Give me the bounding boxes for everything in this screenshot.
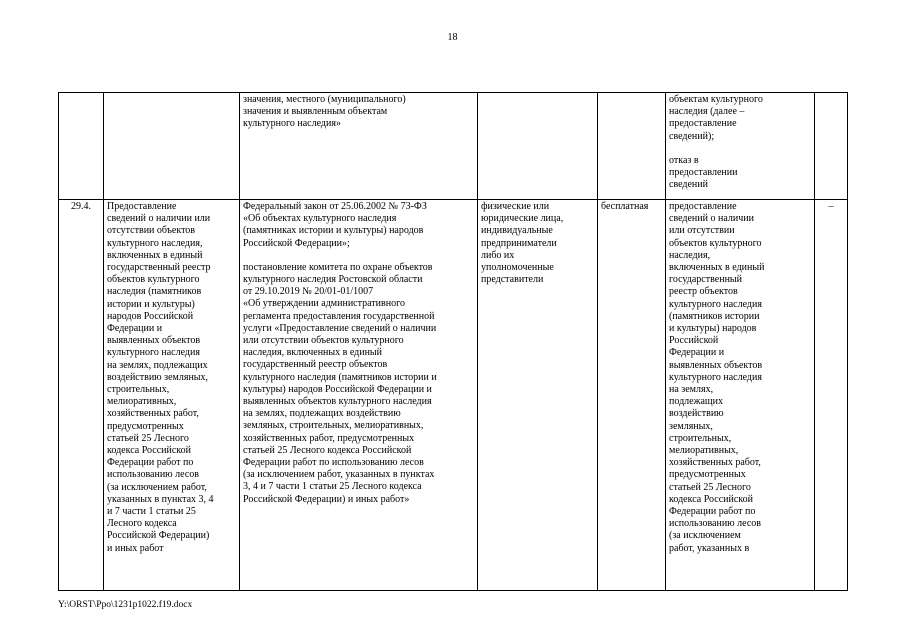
text-line: (за исключением работ, указанных в пунктах <box>243 469 435 481</box>
text-line: государственный реестр <box>107 262 211 274</box>
text-line: культурного наследия Ростовской области <box>243 274 423 286</box>
result-text-part1 <box>669 94 811 143</box>
text-line: (за исключением <box>669 530 741 542</box>
text-line: культурного наследия, <box>107 237 203 249</box>
text-line: Российской Федерации) и иных работ» <box>243 493 410 505</box>
text-line: реестр объектов <box>669 286 738 298</box>
text-line: наследия, включенных в единый <box>243 347 383 359</box>
text-line: (памятников истории <box>669 310 760 322</box>
text-line: отказ в <box>669 154 699 166</box>
cell-legal-basis <box>240 93 478 200</box>
text-line: работ, указанных в <box>669 542 750 554</box>
text-line: указанных в пунктах 3, 4 <box>107 493 214 505</box>
text-line: представители <box>481 274 544 286</box>
text-line: предоставление <box>669 118 737 130</box>
text-line: 3, 4 и 7 части 1 статьи 25 Лесного кодекса <box>243 481 422 493</box>
text-line: выявленных объектов <box>669 359 763 371</box>
text-line: и иных работ <box>107 542 164 554</box>
text-line: культурного наследия <box>107 347 200 359</box>
text-line: истории и культуры) <box>107 298 195 310</box>
text-line: включенных в единый <box>107 249 203 261</box>
text-line: юридические лица, <box>481 213 564 225</box>
cell-cost <box>598 93 666 200</box>
text-line: объектов культурного <box>107 274 200 286</box>
text-line: наследия (памятников <box>107 286 202 298</box>
text-line: индивидуальные <box>481 225 553 237</box>
cell-service-name <box>104 93 240 200</box>
text-line: воздействию земляных, <box>107 371 209 383</box>
text-line: объектов культурного <box>669 237 762 249</box>
text-line: предприниматели <box>481 237 557 249</box>
text-line: строительных, <box>107 384 170 396</box>
page-number: 18 <box>447 32 458 43</box>
text-line: государственный реестр объектов <box>243 359 388 371</box>
text-line: объектам культурного <box>669 94 763 105</box>
legal-basis-federal-law <box>243 201 474 250</box>
text-line: предусмотренных <box>107 420 184 432</box>
text-line: на землях, <box>669 384 714 396</box>
text-line: земляных, <box>669 420 713 432</box>
text-line: и культуры) народов <box>669 323 757 335</box>
cell-number <box>59 93 104 200</box>
text-line: Федерации работ по использованию лесов <box>243 457 424 469</box>
legal-basis-regulation <box>243 262 474 506</box>
text-line: (памятниках истории и культуры) народов <box>243 225 424 237</box>
cell-applicants <box>478 93 598 200</box>
text-line: культурного наследия» <box>243 118 341 130</box>
text-line: статьей 25 Лесного <box>107 432 189 444</box>
cell-applicants <box>478 200 598 591</box>
text-line: или отсутствии объектов культурного <box>243 335 404 347</box>
text-line: на землях, подлежащих <box>107 359 208 371</box>
file-path-footer: Y:\ORST\Ppo\1231p1022.f19.docx <box>58 600 193 610</box>
cell-result <box>666 200 815 591</box>
text-line: земляных, строительных, мелиоративных, <box>243 420 424 432</box>
text-line: и 7 части 1 статьи 25 <box>107 506 196 518</box>
text-line: культурного наследия <box>669 298 762 310</box>
table-row <box>59 200 848 591</box>
cell-number: 29.4. <box>59 200 104 591</box>
text-line: регламента предоставления государственной <box>243 310 435 322</box>
text-line: использованию лесов <box>669 518 761 530</box>
cell-result <box>666 93 815 200</box>
text-line: сведений о наличии <box>669 213 754 225</box>
text-line: культурного наследия <box>669 371 762 383</box>
text-line: «Об утверждении административного <box>243 298 405 310</box>
text-line: Федеральный закон от 25.06.2002 № 73-ФЗ <box>243 201 427 212</box>
services-table <box>58 92 848 591</box>
text-line: предоставлении <box>669 167 738 179</box>
cell-notes <box>815 93 848 200</box>
text-line: значения, местного (муниципального) <box>243 94 406 105</box>
text-line: значения и выявленным объектам <box>243 106 388 118</box>
result-text-part2 <box>669 155 811 192</box>
text-line: воздействию <box>669 408 724 420</box>
text-line: государственный <box>669 274 742 286</box>
text-line: постановление комитета по охране объектов <box>243 261 433 273</box>
text-line: Российской <box>669 335 719 347</box>
text-line: предоставление <box>669 201 737 212</box>
text-line: на землях, подлежащих воздействию <box>243 408 401 420</box>
text-line: подлежащих <box>669 396 723 408</box>
text-line: наследия (далее – <box>669 106 745 118</box>
table-row <box>59 93 848 200</box>
text-line: от 29.10.2019 № 20/01-01/1007 <box>243 286 374 298</box>
text-line: Российской Федерации»; <box>243 237 350 249</box>
text-line: Лесного кодекса <box>107 518 177 530</box>
text-line: Федерации работ по <box>107 457 194 469</box>
text-line: статьей 25 Лесного кодекса Российской <box>243 444 412 456</box>
text-line: использованию лесов <box>107 469 199 481</box>
text-line: хозяйственных работ, <box>669 457 761 469</box>
text-line: предусмотренных <box>669 469 746 481</box>
text-line: Федерации и <box>107 323 163 335</box>
text-line: либо их <box>481 249 515 261</box>
text-line: выявленных объектов <box>107 335 201 347</box>
text-line: Предоставление <box>107 201 177 212</box>
text-line: культурного наследия (памятников истории и <box>243 371 437 383</box>
text-line: или отсутствии <box>669 225 735 237</box>
text-line: отсутствии объектов <box>107 225 196 237</box>
cell-notes: – <box>815 200 848 591</box>
text-line: строительных, <box>669 432 732 444</box>
text-line: услуги «Предоставление сведений о наличии <box>243 322 437 334</box>
text-line: хозяйственных работ, <box>107 408 199 420</box>
text-line: (за исключением работ, <box>107 481 207 493</box>
text-line: выявленных объектов культурного наследия <box>243 396 432 408</box>
text-line: «Об объектах культурного наследия <box>243 213 397 225</box>
cell-cost: бесплатная <box>598 200 666 591</box>
text-line: кодекса Российской <box>107 445 191 457</box>
cell-service-name <box>104 200 240 591</box>
text-line: культуры) народов Российской Федерации и <box>243 383 432 395</box>
text-line: Российской Федерации) <box>107 530 210 542</box>
cell-legal-basis <box>240 200 478 591</box>
text-line: народов Российской <box>107 310 194 322</box>
text-line: мелиоративных, <box>107 396 177 408</box>
text-line: физические или <box>481 201 550 212</box>
text-line: наследия, <box>669 249 711 261</box>
text-line: сведений); <box>669 130 715 142</box>
text-line: уполномоченные <box>481 262 554 274</box>
text-line: хозяйственных работ, предусмотренных <box>243 432 415 444</box>
text-line: Федерации и <box>669 347 725 359</box>
text-line: статьей 25 Лесного <box>669 481 751 493</box>
text-line: Федерации работ по <box>669 506 756 518</box>
text-line: кодекса Российской <box>669 493 753 505</box>
text-line: включенных в единый <box>669 262 765 274</box>
text-line: мелиоративных, <box>669 445 739 457</box>
text-line: сведений о наличии или <box>107 213 211 225</box>
text-line: сведений <box>669 179 708 191</box>
